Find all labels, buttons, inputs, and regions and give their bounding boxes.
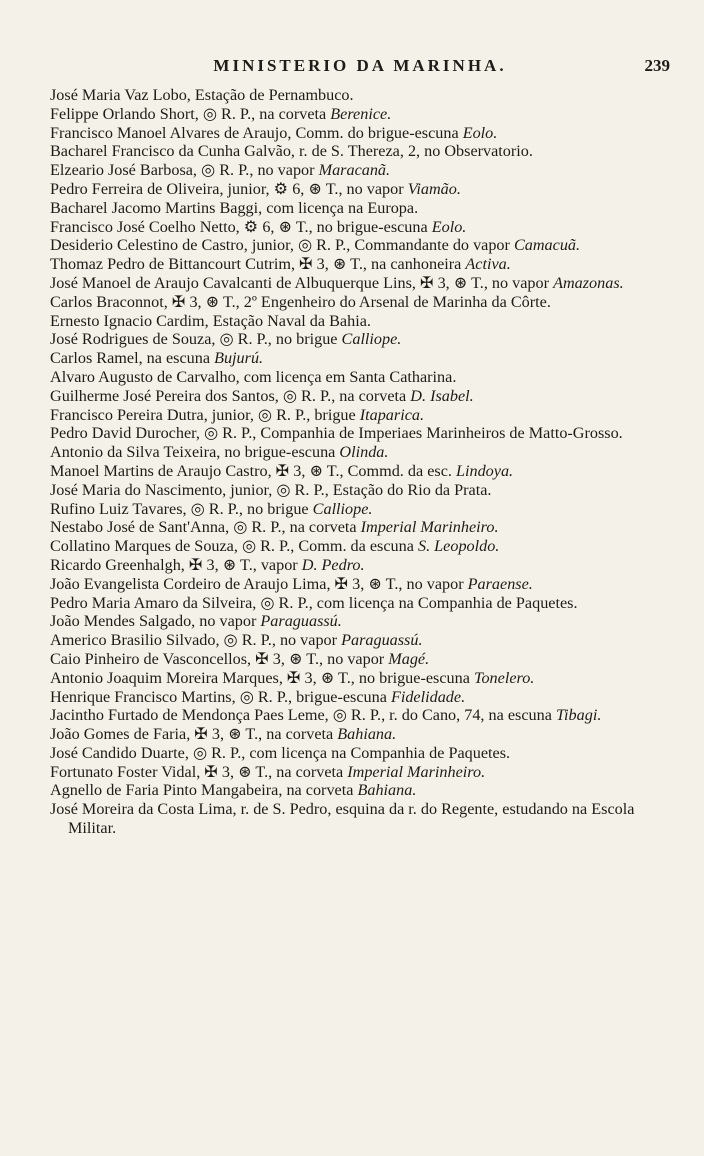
list-item: [50, 368, 670, 387]
list-item: [50, 688, 670, 707]
entry-text: Collatino Marques de Souza, ◎ R. P., Comm. da escuna: [50, 537, 418, 556]
entry-text: Guilherme José Pereira dos Santos, ◎ R. P., na corveta: [50, 386, 411, 405]
entry-text: Pedro David Durocher, ◎ R. P., Companhia de Imperiaes Marinheiros de Matto-Grosso.: [50, 424, 623, 443]
vessel-name: Berenice.: [330, 104, 392, 123]
vessel-name: Imperial Marinheiro.: [347, 762, 486, 781]
list-item: [50, 180, 670, 199]
list-item: [50, 500, 670, 519]
vessel-name: Camacuã.: [513, 236, 581, 255]
entry-text: Felippe Orlando Short, ◎ R. P., na corveta: [50, 104, 331, 123]
page-number: 239: [644, 56, 670, 75]
list-item: [50, 124, 670, 143]
list-item: [50, 199, 670, 218]
list-item: [50, 142, 670, 161]
list-item: [50, 744, 670, 763]
list-item: [50, 612, 670, 631]
entry-text: Agnello de Faria Pinto Mangabeira, na corveta: [50, 781, 358, 800]
list-item: [50, 575, 670, 594]
entry-text: Pedro Ferreira de Oliveira, junior, ⚙ 6, ⊛ T., no vapor: [50, 179, 408, 198]
entry-text: Caio Pinheiro de Vasconcellos, ✠ 3, ⊛ T., no vapor: [50, 649, 389, 668]
vessel-name: Bujurú.: [214, 349, 264, 368]
entry-text: Thomaz Pedro de Bittancourt Cutrim, ✠ 3, ⊛ T., na canhoneira: [50, 255, 466, 274]
list-item: [50, 218, 670, 237]
vessel-name: D. Isabel.: [410, 386, 474, 405]
entry-text: Francisco Manoel Alvares de Araujo, Comm. do brigue-escuna: [50, 123, 463, 142]
entry-text: Jacintho Furtado de Mendonça Paes Leme, ◎ R. P., r. do Cano, 74, na escuna: [50, 706, 556, 725]
entry-text: Fortunato Foster Vidal, ✠ 3, ⊛ T., na corveta: [50, 762, 348, 781]
entry-text: Americo Brasilio Silvado, ◎ R. P., no vapor: [50, 631, 342, 650]
list-item: [50, 161, 670, 180]
entry-text: Nestabo José de Sant'Anna, ◎ R. P., na corveta: [50, 518, 361, 537]
vessel-name: Tonelero.: [473, 668, 535, 687]
entry-text: Henrique Francisco Martins, ◎ R. P., brigue-escuna: [50, 687, 391, 706]
list-item: [50, 669, 670, 688]
list-item: [50, 462, 670, 481]
vessel-name: Bahiana.: [337, 725, 397, 744]
entry-text: José Maria Vaz Lobo, Estação de Pernambuco.: [50, 86, 354, 104]
list-item: [50, 274, 670, 293]
list-item: [50, 424, 670, 443]
vessel-name: Paraguassú.: [260, 612, 342, 631]
list-item: [50, 349, 670, 368]
list-item: [50, 631, 670, 650]
entry-text: José Candido Duarte, ◎ R. P., com licença na Companhia de Paquetes.: [50, 743, 511, 762]
list-item: [50, 293, 670, 312]
entry-text: Pedro Maria Amaro da Silveira, ◎ R. P., com licença na Companhia de Paquetes.: [50, 593, 578, 612]
list-item: [50, 236, 670, 255]
vessel-name: D. Pedro.: [301, 555, 365, 574]
list-item: [50, 763, 670, 782]
list-item: [50, 556, 670, 575]
vessel-name: Tibagi.: [555, 706, 602, 725]
list-item: [50, 86, 670, 105]
vessel-name: Imperial Marinheiro.: [360, 518, 499, 537]
vessel-name: Calliope.: [312, 499, 373, 518]
vessel-name: Bahiana.: [357, 781, 417, 800]
list-item: [50, 387, 670, 406]
entry-text: José Rodrigues de Souza, ◎ R. P., no brigue: [50, 330, 342, 349]
list-item: [50, 481, 670, 500]
entry-text: Ernesto Ignacio Cardim, Estação Naval da Bahia.: [50, 311, 371, 330]
list-item: [50, 518, 670, 537]
list-item: [50, 312, 670, 331]
list-item: [50, 443, 670, 462]
vessel-name: Itaparica.: [359, 405, 425, 424]
vessel-name: Paraguassú.: [341, 631, 423, 650]
entry-text: Antonio da Silva Teixeira, no brigue-escuna: [50, 443, 340, 462]
entry-text: Desiderio Celestino de Castro, junior, ◎ R. P., Commandante do vapor: [50, 236, 514, 255]
entry-text: Francisco Pereira Dutra, junior, ◎ R. P., brigue: [50, 405, 360, 424]
entry-text: Ricardo Greenhalgh, ✠ 3, ⊛ T., vapor: [50, 555, 302, 574]
vessel-name: Paraense.: [467, 574, 533, 593]
entry-text: Francisco José Coelho Netto, ⚙ 6, ⊛ T., no brigue-escuna: [50, 217, 432, 236]
vessel-name: Maracanã.: [318, 161, 391, 180]
page-header: [50, 56, 670, 84]
entry-text: Bacharel Francisco da Cunha Galvão, r. de S. Thereza, 2, no Observatorio.: [50, 142, 533, 161]
entry-text: José Maria do Nascimento, junior, ◎ R. P., Estação do Rio da Prata.: [50, 480, 492, 499]
vessel-name: Magé.: [388, 649, 430, 668]
entry-text: João Evangelista Cordeiro de Araujo Lima, ✠ 3, ⊛ T., no vapor: [50, 574, 468, 593]
entry-text: Elzeario José Barbosa, ◎ R. P., no vapor: [50, 161, 319, 180]
page-title: MINISTERIO DA MARINHA.: [213, 56, 507, 75]
vessel-name: Activa.: [465, 255, 511, 274]
entry-text: Antonio Joaquim Moreira Marques, ✠ 3, ⊛ T., no brigue-escuna: [50, 668, 474, 687]
vessel-name: Lindoya.: [455, 461, 514, 480]
list-item: [50, 255, 670, 274]
vessel-name: Eolo.: [462, 123, 498, 142]
list-item: [50, 330, 670, 349]
officer-list: [50, 86, 670, 838]
list-item: [50, 725, 670, 744]
vessel-name: Olinda.: [339, 443, 389, 462]
vessel-name: Calliope.: [341, 330, 402, 349]
vessel-name: S. Leopoldo.: [417, 537, 500, 556]
list-item: [50, 594, 670, 613]
vessel-name: Amazonas.: [553, 273, 624, 292]
entry-text: Alvaro Augusto de Carvalho, com licença em Santa Catharina.: [50, 367, 457, 386]
list-item: [50, 800, 670, 838]
entry-text: Carlos Ramel, na escuna: [50, 349, 215, 368]
entry-text: Rufino Luiz Tavares, ◎ R. P., no brigue: [50, 499, 313, 518]
list-item: [50, 406, 670, 425]
entry-text: José Moreira da Costa Lima, r. de S. Pedro, esquina da r. do Regente, estudando na Escola Militar.: [50, 800, 635, 838]
list-item: [50, 105, 670, 124]
entry-text: Carlos Braconnot, ✠ 3, ⊛ T., 2º Engenheiro do Arsenal de Marinha da Côrte.: [50, 292, 551, 311]
vessel-name: Viamão.: [407, 179, 461, 198]
entry-text: Bacharel Jacomo Martins Baggi, com licença na Europa.: [50, 198, 419, 217]
list-item: [50, 537, 670, 556]
entry-text: José Manoel de Araujo Cavalcanti de Albuquerque Lins, ✠ 3, ⊛ T., no vapor: [50, 273, 554, 292]
list-item: [50, 706, 670, 725]
entry-text: João Mendes Salgado, no vapor: [50, 612, 261, 631]
vessel-name: Fidelidade.: [390, 687, 466, 706]
list-item: [50, 650, 670, 669]
entry-text: João Gomes de Faria, ✠ 3, ⊛ T., na corveta: [50, 725, 338, 744]
list-item: [50, 781, 670, 800]
entry-text: Manoel Martins de Araujo Castro, ✠ 3, ⊛ T., Commd. da esc.: [50, 461, 456, 480]
vessel-name: Eolo.: [431, 217, 467, 236]
